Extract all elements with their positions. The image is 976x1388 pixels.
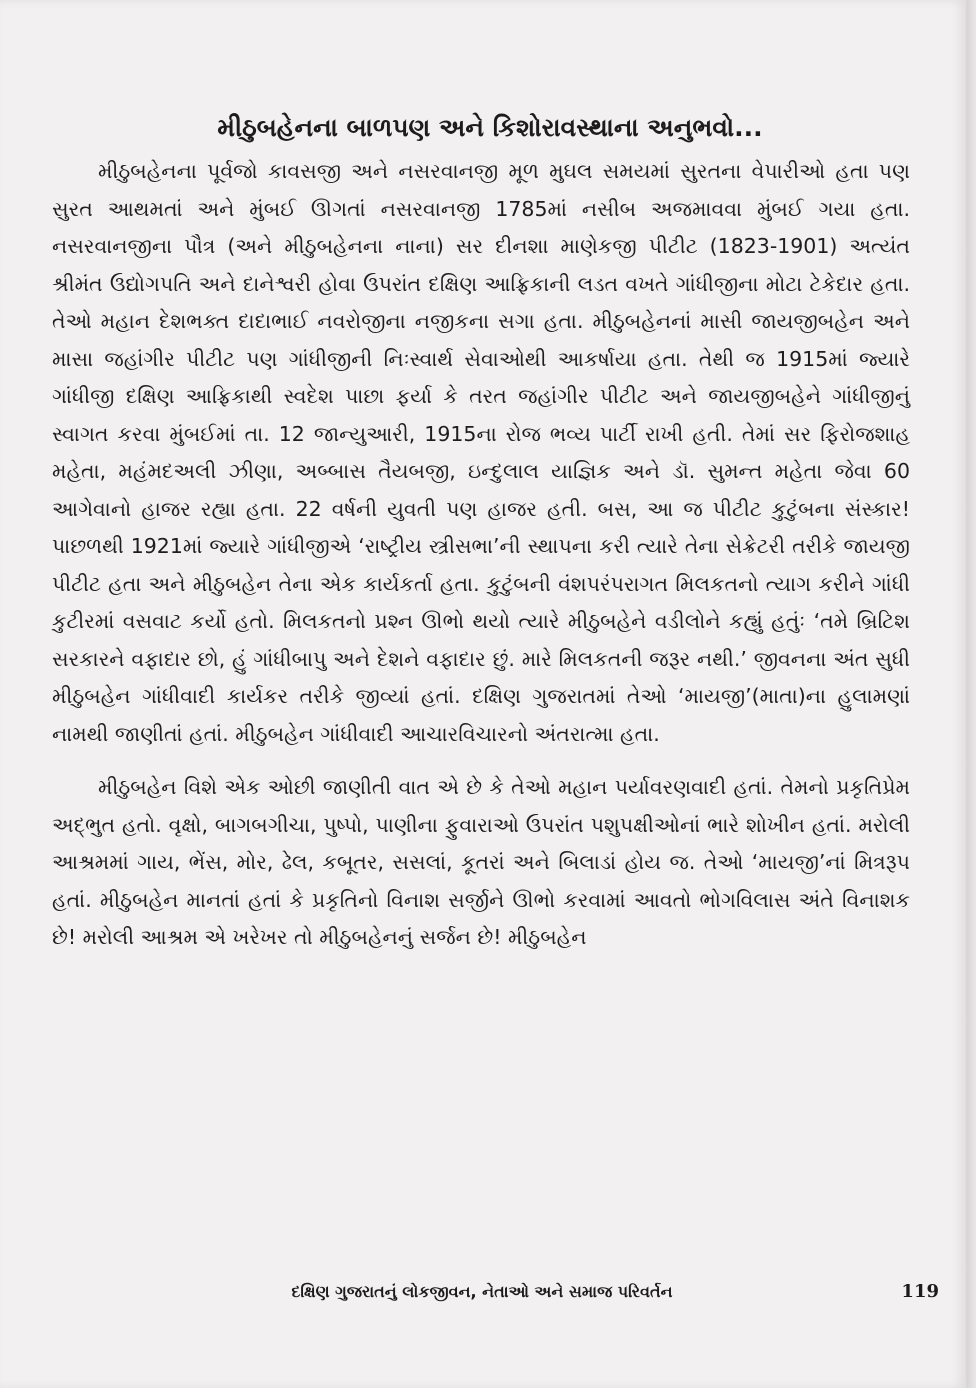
page-number: 119 <box>901 1281 939 1302</box>
paragraph-2: મીઠુબહેન વિશે એક ઓછી જાણીતી વાત એ છે કે તેઓ મહાન પર્યાવરણવાદી હતાં. તેમનો પ્રકૃતિપ્રેમ અદ્ભુત હતો. વૃક્ષો, બાગબગીચા, પુષ્પો, પાણીના ફુવારાઓ ઉપરાંત પશુપક્ષીઓનાં ભારે શોખીન હતાં. મરોલી આશ્રમમાં ગાય, ભેંસ, મોર, ઢેલ, કબૂતર, સસલાં, કૂતરાં અને બિલાડાં હોય જ. તેઓ ‘માયજી’નાં મિત્રરૂપ હતાં. મીઠુબહેન માનતાં હતાં કે પ્રકૃતિનો વિનાશ સર્જીને ઊભો કરવામાં આવતો ભોગવિલાસ અંતે વિનાશક છે! મરોલી આશ્રમ એ ખરેખર તો મીઠુબહેનનું સર્જન છે! મીઠુબહેન <box>52 775 910 949</box>
paragraph-1: મીઠુબહેનના પૂર્વજો કાવસજી અને નસરવાનજી મૂળ મુઘલ સમયમાં સુરતના વેપારીઓ હતા પણ સુરત આથમતાં અને મુંબઈ ઊગતાં નસરવાનજી 1785માં નસીબ અજમાવવા મુંબઈ ગયા હતા. નસરવાનજીના પૌત્ર (અને મીઠુબહેનના નાના) સર દીનશા માણેકજી પીટીટ (1823-1901) અત્યંત શ્રીમંત ઉદ્યોગપતિ અને દાનેશ્વરી હોવા ઉપરાંત દક્ષિણ આફ્રિકાની લડત વખતે ગાંધીજીના મોટા ટેકેદાર હતા. તેઓ મહાન દેશભક્ત દાદાભાઈ નવરોજીના નજીકના સગા હતા. મીઠુબહેનનાં માસી જાયજીબહેન અને માસા જહાંગીર પીટીટ પણ ગાંધીજીની નિઃસ્વાર્થ સેવાઓથી આકર્ષાયા હતા. તેથી જ 1915માં જ્યારે ગાંધીજી દક્ષિણ આફ્રિકાથી સ્વદેશ પાછા ફર્યા કે તરત જહાંગીર પીટીટ અને જાયજીબહેને ગાંધીજીનું સ્વાગત કરવા મુંબઈમાં તા. 12 જાન્યુઆરી, 1915ના રોજ ભવ્ય પાર્ટી રાખી હતી. તેમાં સર ફિરોજશાહ મહેતા, મહંમદઅલી ઝીણા, અબ્બાસ તૈયબજી, ઇન્દુલાલ યાજ્ઞિક અને ડૉ. સુમન્ત મહેતા જેવા 60 આગેવાનો હાજર રહ્યા હતા. 22 વર્ષની યુવતી પણ હાજર હતી. બસ, આ જ પીટીટ કુટુંબના સંસ્કાર! પાછળથી 1921માં જ્યારે ગાંધીજીએ ‘રાષ્ટ્રીય સ્ત્રીસભા’ની સ્થાપના કરી ત્યારે તેના સેક્રેટરી તરીકે જાયજી પીટીટ હતા અને મીઠુબહેન તેના એક કાર્યકર્તા હતા. કુટુંબની વંશપરંપરાગત મિલકતનો ત્યાગ કરીને ગાંધી કુટીરમાં વસવાટ કર્યો હતો. મિલકતનો પ્રશ્ન ઊભો થયો ત્યારે મીઠુબહેને વડીલોને કહ્યું હતુંઃ ‘તમે બ્રિટિશ સરકારને વફાદાર છો, હું ગાંધીબાપુ અને દેશને વફાદાર છું. મારે મિલકતની જરૂર નથી.’ જીવનના અંત સુધી મીઠુબહેન ગાંધીવાદી કાર્યકર તરીકે જીવ્યાં હતાં. દક્ષિણ ગુજરાતમાં તેઓ ‘માયજી’(માતા)ના હુલામણાં નામથી જાણીતાં હતાં. મીઠુબહેન ગાંધીવાદી આચારવિચારનો અંતરાત્મા હતા. <box>52 159 910 746</box>
body-text <box>52 153 910 957</box>
page-edge-shadow <box>966 0 976 1388</box>
running-footer-title: દક્ષિણ ગુજરાતનું લોકજીવન, નેતાઓ અને સમાજ પરિવર્તન <box>291 1282 673 1301</box>
section-heading: મીઠુબહેનના બાળપણ અને કિશોરાવસ્થાના અનુભવો... <box>217 113 763 142</box>
